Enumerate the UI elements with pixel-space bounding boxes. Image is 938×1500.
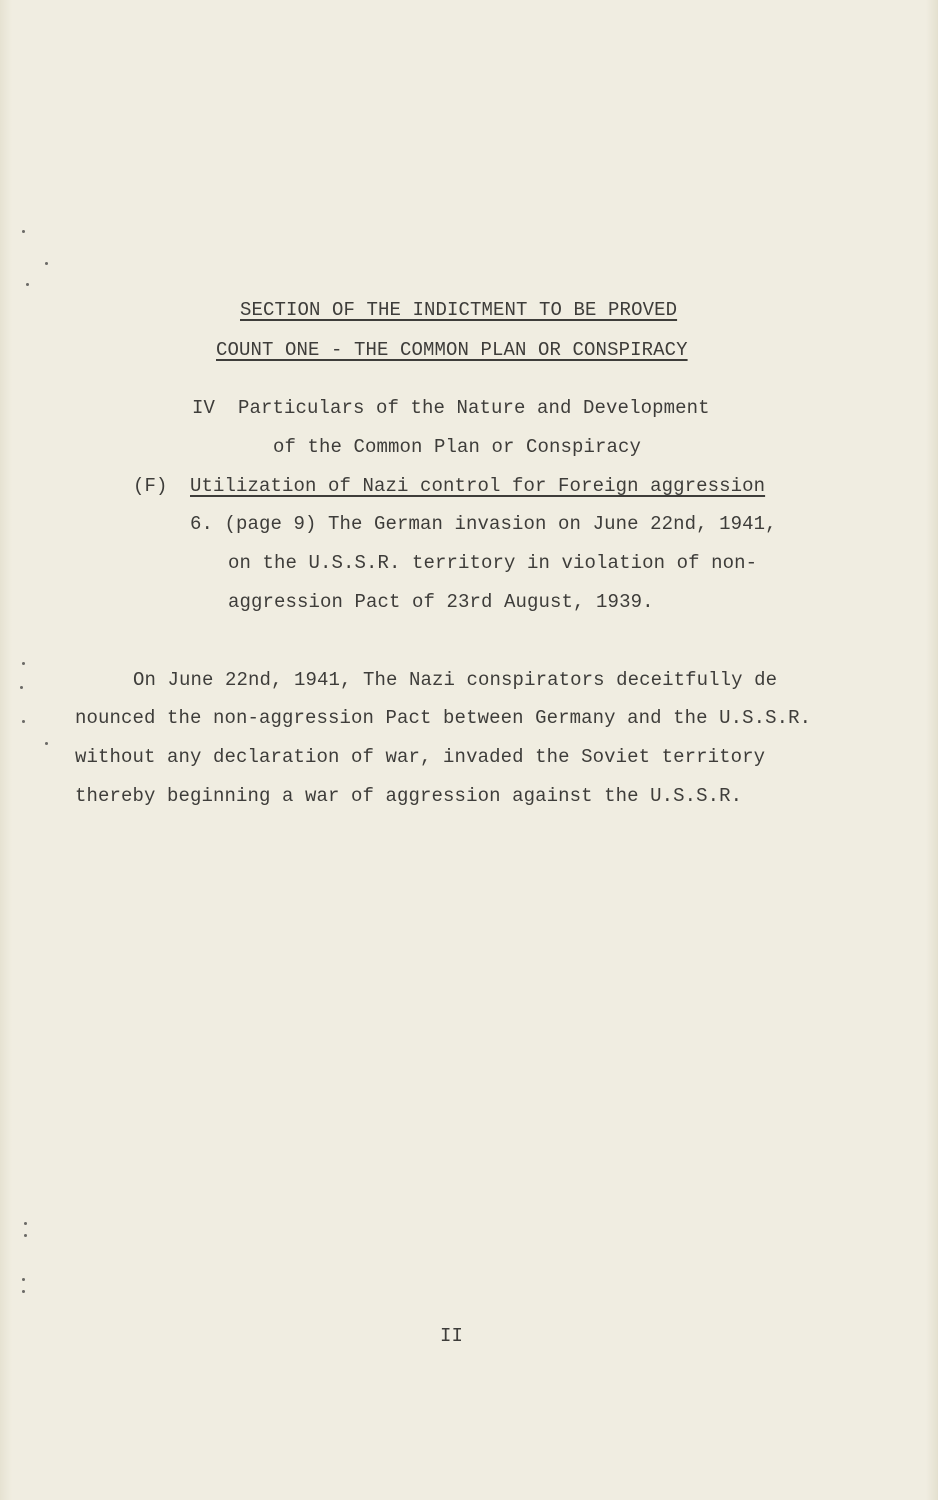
heading-count-one: COUNT ONE - THE COMMON PLAN OR CONSPIRACY — [216, 339, 688, 361]
item-line: aggression Pact of 23rd August, 1939. — [228, 591, 654, 613]
section-iv-label: IV — [192, 397, 216, 419]
punch-mark — [26, 283, 29, 286]
punch-mark — [22, 720, 25, 723]
subsection-title: Utilization of Nazi control for Foreign aggression — [190, 475, 766, 497]
subsection-label: (F) — [133, 475, 168, 497]
item-line: 6. (page 9) The German invasion on June 22nd, 1941, — [190, 513, 777, 535]
punch-mark — [20, 686, 23, 689]
punch-mark — [24, 1222, 27, 1225]
punch-mark — [45, 742, 48, 745]
body-line: thereby beginning a war of aggression against the U.S.S.R. — [75, 785, 743, 807]
section-iv-line1: Particulars of the Nature and Development — [238, 397, 710, 419]
body-line: nounced the non-aggression Pact between Germany and the U.S.S.R. — [75, 707, 812, 729]
body-line: On June 22nd, 1941, The Nazi conspirators deceitfully de — [133, 669, 778, 691]
heading-section: SECTION OF THE INDICTMENT TO BE PROVED — [240, 299, 678, 321]
item-line: on the U.S.S.R. territory in violation of non- — [228, 552, 758, 574]
punch-mark — [22, 230, 25, 233]
punch-mark — [22, 662, 25, 665]
punch-mark — [24, 1234, 27, 1237]
section-iv-line2: of the Common Plan or Conspiracy — [273, 436, 642, 458]
punch-mark — [22, 1290, 25, 1293]
page-number: II — [440, 1325, 464, 1347]
punch-mark — [45, 262, 48, 265]
punch-mark — [22, 1278, 25, 1281]
body-line: without any declaration of war, invaded the Soviet territory — [75, 746, 766, 768]
